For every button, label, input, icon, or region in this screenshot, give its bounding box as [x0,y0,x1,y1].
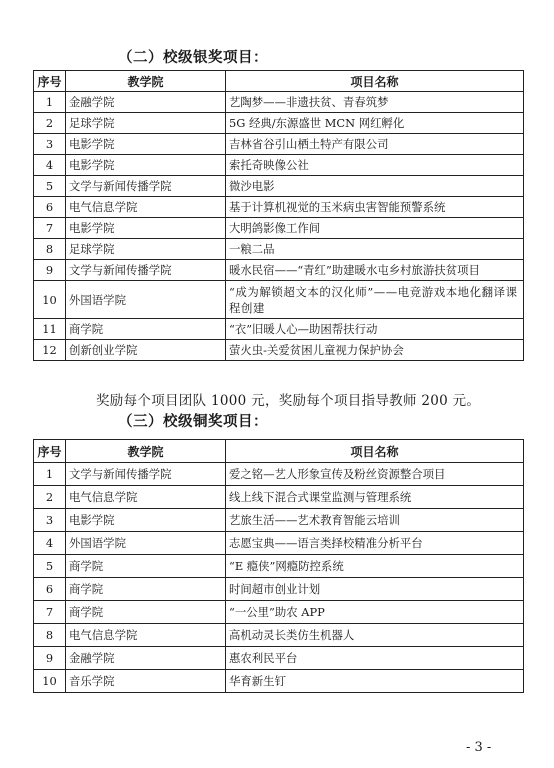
row-college: 足球学院 [66,239,226,260]
silver-award-heading: （二）校级银奖项目： [118,49,268,66]
row-number: 2 [34,486,66,509]
row-college: 足球学院 [66,113,226,134]
silver-award-table [33,70,524,361]
row-project-name: 微沙电影 [226,176,524,197]
row-college: 文学与新闻传播学院 [66,176,226,197]
row-project-name: 基于计算机视觉的玉米病虫害智能预警系统 [226,197,524,218]
row-project-name: 志愿宝典——语言类择校精准分析平台 [226,532,524,555]
row-college: 金融学院 [66,92,226,113]
table-row [34,509,524,532]
row-number: 9 [34,260,66,281]
row-college: 电气信息学院 [66,486,226,509]
table-row [34,486,524,509]
row-number: 5 [34,555,66,578]
row-college: 电影学院 [66,218,226,239]
header-project: 项目名称 [226,71,524,92]
row-number: 1 [34,92,66,113]
table-row [34,340,524,361]
row-project-name: 暖水民宿——“青红”助建暖水屯乡村旅游扶贫项目 [226,260,524,281]
row-college: 电气信息学院 [66,197,226,218]
row-project-name: 5G 经典/东源盛世 MCN 网红孵化 [226,113,524,134]
table-row [34,578,524,601]
row-number: 6 [34,197,66,218]
table-row [34,239,524,260]
silver-table-body [34,92,524,361]
row-number: 5 [34,176,66,197]
table-row [34,113,524,134]
header-college: 教学院 [66,440,226,463]
row-number: 6 [34,578,66,601]
row-college: 商学院 [66,601,226,624]
bronze-award-table [33,439,524,693]
table-row [34,197,524,218]
table-row [34,319,524,340]
row-number: 9 [34,647,66,670]
table-row [34,555,524,578]
row-number: 2 [34,113,66,134]
row-number: 12 [34,340,66,361]
table-row [34,670,524,693]
row-college: 电影学院 [66,509,226,532]
row-project-name: 爱之铭—艺人形象宣传及粉丝资源整合项目 [226,463,524,486]
table-row [34,92,524,113]
row-project-name: 大明鸽影像工作间 [226,218,524,239]
row-project-name: 萤火虫-关爱贫困儿童视力保护协会 [226,340,524,361]
row-college: 外国语学院 [66,532,226,555]
reward-note: 奖励每个项目团队 1000 元，奖励每个项目指导教师 200 元。 [96,393,481,409]
table-row [34,463,524,486]
table-row [34,260,524,281]
row-project-name: 时间超市创业计划 [226,578,524,601]
row-project-name: “一公里”助农 APP [226,601,524,624]
header-num: 序号 [34,440,66,463]
row-project-name: 艺旅生活——艺术教育智能云培训 [226,509,524,532]
row-project-name: “成为解锁超文本的汉化师”——电竞游戏本地化翻译课程创建 [226,281,524,319]
row-college: 电影学院 [66,155,226,176]
row-college: 音乐学院 [66,670,226,693]
row-college: 外国语学院 [66,281,226,319]
row-project-name: 高机动灵长类仿生机器人 [226,624,524,647]
row-number: 7 [34,218,66,239]
row-number: 8 [34,624,66,647]
page-number: - 3 - [466,740,492,755]
row-number: 8 [34,239,66,260]
row-number: 4 [34,532,66,555]
row-college: 电影学院 [66,134,226,155]
row-project-name: 线上线下混合式课堂监测与管理系统 [226,486,524,509]
header-num: 序号 [34,71,66,92]
row-number: 3 [34,134,66,155]
row-college: 创新创业学院 [66,340,226,361]
row-project-name: “E 瘾侠”网瘾防控系统 [226,555,524,578]
row-number: 3 [34,509,66,532]
row-number: 10 [34,281,66,319]
bronze-award-heading: （三）校级铜奖项目： [118,413,268,430]
table-row [34,155,524,176]
row-college: 商学院 [66,578,226,601]
row-number: 10 [34,670,66,693]
header-project: 项目名称 [226,440,524,463]
row-project-name: 华育新生钉 [226,670,524,693]
row-number: 4 [34,155,66,176]
row-project-name: “衣”旧暖人心—助困帮扶行动 [226,319,524,340]
bronze-table-body [34,463,524,693]
table-row [34,601,524,624]
row-project-name: 艺陶梦——非遗扶贫、青春筑梦 [226,92,524,113]
header-college: 教学院 [66,71,226,92]
row-college: 商学院 [66,319,226,340]
table-row [34,647,524,670]
table-row [34,134,524,155]
table-row [34,532,524,555]
row-project-name: 索托奇映像公社 [226,155,524,176]
row-number: 11 [34,319,66,340]
row-college: 商学院 [66,555,226,578]
row-project-name: 惠农利民平台 [226,647,524,670]
row-number: 7 [34,601,66,624]
table-row [34,624,524,647]
table-row [34,281,524,319]
row-college: 文学与新闻传播学院 [66,260,226,281]
table-header-row [34,440,524,463]
table-header-row [34,71,524,92]
row-project-name: 吉林省谷引山栖土特产有限公司 [226,134,524,155]
row-college: 电气信息学院 [66,624,226,647]
table-row [34,218,524,239]
row-college: 金融学院 [66,647,226,670]
table-row [34,176,524,197]
row-project-name: 一粮二品 [226,239,524,260]
row-college: 文学与新闻传播学院 [66,463,226,486]
row-number: 1 [34,463,66,486]
